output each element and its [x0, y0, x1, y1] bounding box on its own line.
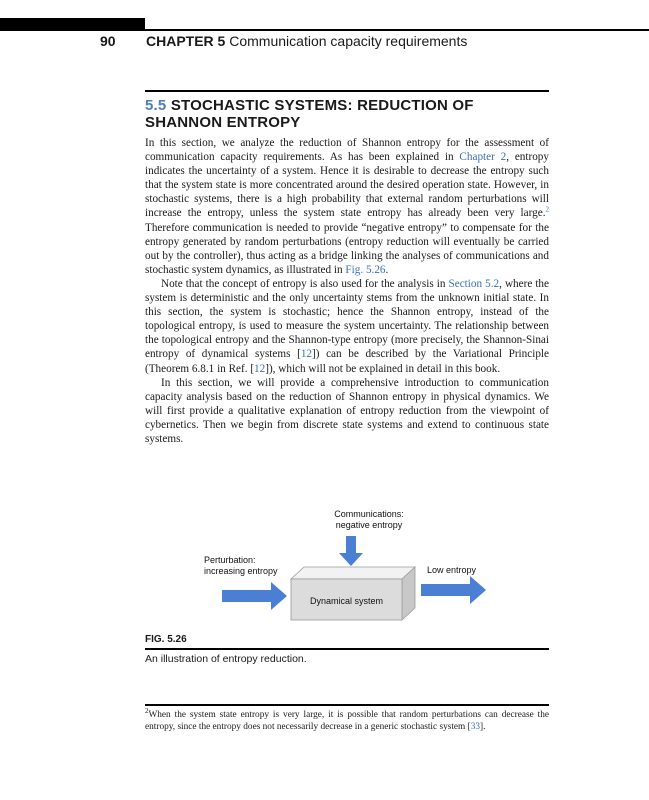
- body-text: [145, 136, 549, 446]
- footnote: [145, 706, 549, 733]
- text-run: .: [385, 263, 389, 276]
- label-line: Communications:: [334, 509, 404, 519]
- footnote-2-marker[interactable]: 2: [545, 205, 549, 214]
- label-line: negative entropy: [335, 520, 403, 530]
- text-run: Therefore communication is needed to provide “negative entropy” to compensate for the entropy generated by random perturbations (entropy reduction will eventually be carried out by the controller), thus acting as a bridge linking the analyses of communications and stochastic system dynamics, as illustrated in: [145, 221, 549, 276]
- ref-12-link[interactable]: 12: [300, 348, 312, 361]
- chapter-title: Communication capacity requirements: [229, 33, 468, 49]
- footnote-marker: 2: [145, 706, 149, 715]
- text-run: , where the system is deterministic and the only uncertainty stems from the unknown initial state. In this section, the system is stochastic; hence the Shannon entropy, instead of the topological entropy, is used to measure the system uncertainty. The relationship between the topological entropy and the Shannon-type entropy (more precisely, the Shannon-Sinai entropy of dynamical systems [: [145, 277, 549, 361]
- section-number: 5.5: [145, 97, 167, 114]
- perturbation-arrow: [222, 582, 287, 610]
- footnote-rule: [145, 704, 549, 706]
- section-title: STOCHASTIC SYSTEMS: REDUCTION OF SHANNON ENTROPY: [145, 97, 474, 131]
- ref-12-link[interactable]: 12: [254, 362, 266, 375]
- perturbation-label: [204, 555, 278, 577]
- box-top: [291, 567, 415, 579]
- text-run: Note that the concept of entropy is also used for the analysis in: [161, 277, 449, 290]
- running-header: [146, 33, 467, 49]
- header-rule: [0, 29, 649, 31]
- dynamical-system-label: Dynamical system: [309, 596, 383, 606]
- text-run: When the system state entropy is very large, it is possible that random perturbations can decrease the entropy, since the entropy does not necessarily decrease in a generic stochastic system [: [145, 710, 549, 732]
- low-entropy-label: Low entropy: [427, 565, 477, 575]
- section-5-2-link[interactable]: Section 5.2: [448, 277, 500, 290]
- text-run: ]) can be described by the Variational Principle (Theorem 6.8.1 in Ref. [: [145, 348, 549, 375]
- paragraph-3: In this section, we will provide a comprehensive introduction to communication capacity analysis based on the reduction of Shannon entropy in physical dynamics. We will first provide a qualitative explanation of entropy reduction from the viewpoint of cybernetics. Then we begin from discrete state systems and extend to continuous state systems.: [145, 376, 549, 445]
- figure-id: FIG. 5.26: [145, 634, 187, 645]
- chapter-2-link[interactable]: Chapter 2: [459, 151, 507, 164]
- page-number: 90: [100, 33, 116, 49]
- caption-rule: [145, 648, 549, 650]
- text-run: In this section, we analyze the reduction of Shannon entropy for the assessment of communication capacity requirements. As has been explained in: [145, 137, 549, 164]
- ref-33-link[interactable]: 33: [470, 722, 481, 732]
- communications-label: [317, 509, 421, 531]
- low-entropy-arrow: [421, 576, 486, 604]
- figure-5-26: [145, 500, 549, 635]
- fig-5-26-link[interactable]: Fig. 5.26: [345, 263, 386, 276]
- paragraph-1: [145, 136, 549, 277]
- communication-arrow: [339, 536, 363, 566]
- figure-caption: An illustration of entropy reduction.: [145, 653, 307, 665]
- section-rule: [145, 90, 549, 92]
- section-heading: [145, 97, 549, 131]
- paragraph-2: [145, 277, 549, 376]
- label-line: increasing entropy: [204, 566, 278, 576]
- chapter-label: CHAPTER 5: [146, 33, 226, 49]
- text-run: ]), which will not be explained in detail in this book.: [265, 362, 501, 375]
- text-run: , entropy indicates the uncertainty of a system. Hence it is desirable to decrease the entropy such that the system state is more concentrated around the desired operation state. However, in stochastic systems, there is a high probability that external random perturbations will increase the entropy, unless the system state entropy has already been very large.: [145, 151, 549, 220]
- label-line: Perturbation:: [204, 555, 256, 565]
- header-bar: [0, 18, 145, 29]
- text-run: ].: [480, 722, 486, 732]
